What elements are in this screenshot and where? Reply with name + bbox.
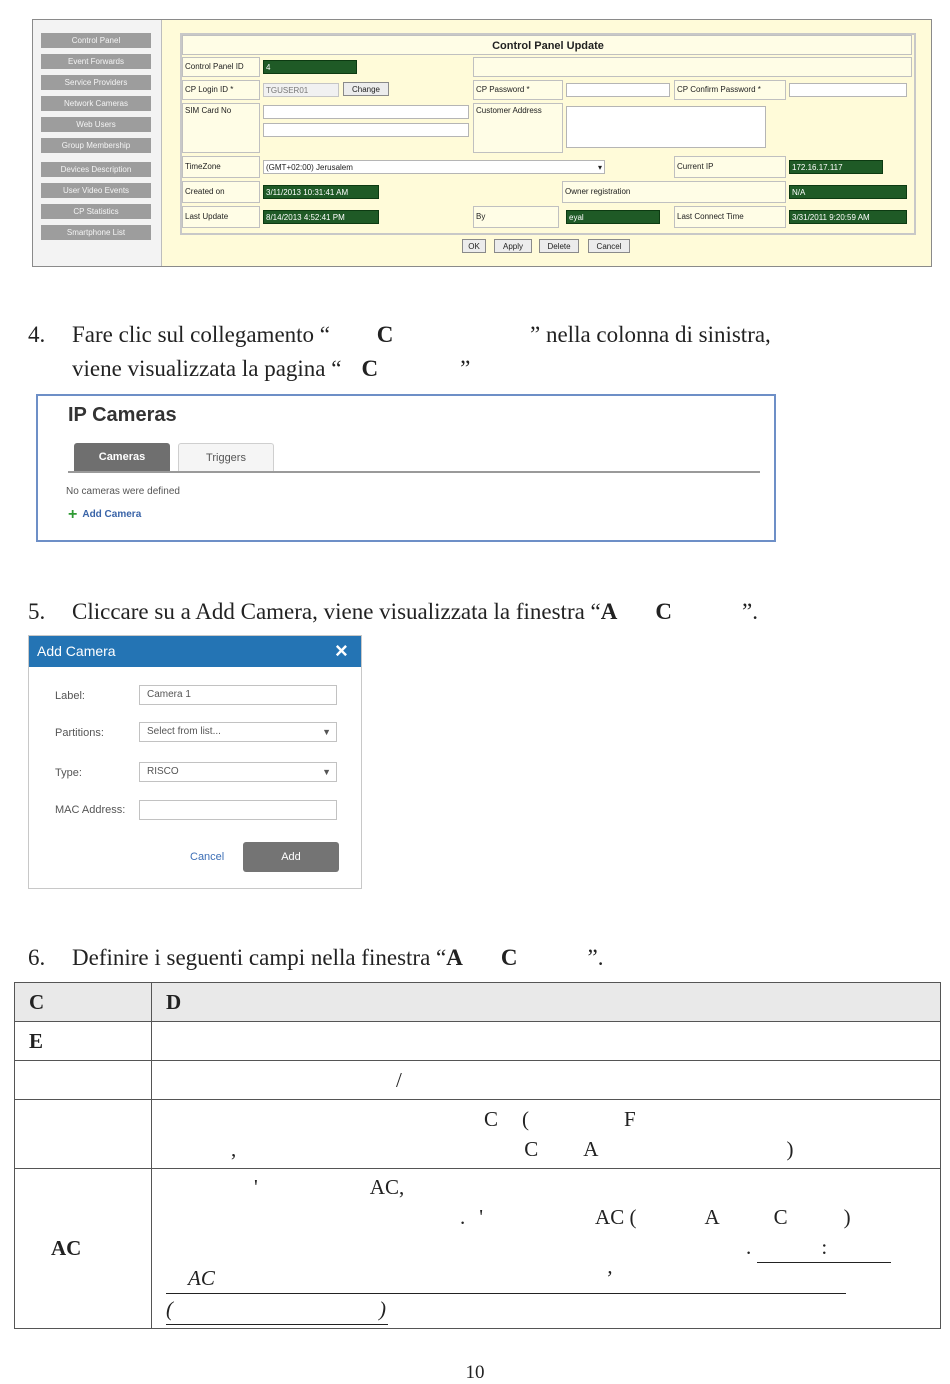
- table-header-cell: [15, 983, 152, 1022]
- bold-run: A: [446, 945, 463, 970]
- step-number: 5.: [28, 599, 46, 624]
- cell-text: C: [773, 1205, 788, 1229]
- cell-text: ): [786, 1137, 794, 1161]
- table-row: [15, 1169, 941, 1329]
- timezone-select[interactable]: [263, 160, 605, 174]
- customer-address-input[interactable]: [566, 106, 766, 148]
- sim-input-2[interactable]: [263, 123, 469, 137]
- underlined-text: [757, 1232, 891, 1263]
- cp-password-input[interactable]: [566, 83, 670, 97]
- cp-login-label: CP Login ID *: [182, 80, 260, 100]
- cp-menu-item[interactable]: Group Membership: [41, 138, 151, 153]
- text-run: Cliccare su a Add Camera, viene visualizzata la finestra “: [72, 599, 601, 624]
- cell-line: [166, 1104, 940, 1134]
- table-cell: [15, 1061, 152, 1100]
- sim-label: SIM Card No: [182, 103, 260, 153]
- text-run: [330, 318, 440, 352]
- label-field-label: Label:: [55, 690, 85, 702]
- cp-password-label: CP Password *: [473, 80, 563, 100]
- cell-text: C: [484, 1107, 499, 1131]
- cp-login-value: TGUSER01: [263, 83, 339, 97]
- mac-address-input[interactable]: [139, 800, 337, 820]
- cp-confirm-input[interactable]: [789, 83, 907, 97]
- page-title: IP Cameras: [68, 404, 177, 426]
- bold-run: C: [500, 945, 518, 970]
- cancel-link[interactable]: Cancel: [190, 851, 225, 863]
- cell-text: A: [583, 1137, 599, 1161]
- type-value: RISCO: [147, 766, 179, 777]
- cell-text: (: [166, 1297, 173, 1321]
- text-run: Fare clic sul collegamento “: [72, 322, 331, 347]
- plus-icon: +: [68, 506, 78, 523]
- partitions-value: Select from list...: [147, 726, 221, 737]
- current-ip-value: 172.16.17.117: [789, 160, 883, 174]
- tab-cameras[interactable]: Cameras: [74, 443, 170, 471]
- cell-text: ): [843, 1205, 851, 1229]
- table-cell: [152, 1061, 941, 1100]
- cell-text: AC: [51, 1236, 82, 1260]
- table-row: [15, 1100, 941, 1169]
- table-cell: [152, 1100, 941, 1169]
- cell-text: E: [29, 1028, 44, 1053]
- created-value: 3/11/2013 10:31:41 AM: [263, 185, 379, 199]
- cp-menu-item[interactable]: Web Users: [41, 117, 151, 132]
- step-number: 4.: [28, 322, 46, 347]
- cell-text: /: [396, 1067, 402, 1092]
- cell-text: .: [746, 1235, 752, 1259]
- cell-text: :: [821, 1235, 828, 1259]
- bold-run: C: [655, 599, 673, 624]
- cell-line: [166, 1134, 940, 1164]
- ip-cameras-panel: [36, 394, 776, 542]
- cell-line: [166, 1232, 940, 1263]
- text-run: ” nella colonna di sinistra,: [530, 322, 771, 347]
- timezone-value: (GMT+02:00) Jerusalem: [266, 163, 353, 172]
- add-camera-label: Add Camera: [82, 509, 142, 520]
- type-field-label: Type:: [55, 767, 82, 779]
- cell-line: [166, 1202, 940, 1232]
- table-cell: [152, 1169, 941, 1329]
- text-run: ”: [460, 356, 471, 381]
- cp-sidebar: [33, 20, 162, 266]
- cell-text: A: [704, 1205, 720, 1229]
- ok-button[interactable]: OK: [462, 239, 486, 253]
- cp-id-label: Control Panel ID: [182, 57, 260, 77]
- sim-input-1[interactable]: [263, 105, 469, 119]
- last-connect-label: Last Connect Time: [674, 206, 786, 228]
- bold-run: C: [376, 322, 394, 347]
- table-cell: [15, 1169, 152, 1329]
- owner-label: Owner registration: [562, 181, 786, 203]
- partitions-field-label: Partitions:: [55, 727, 104, 739]
- apply-button[interactable]: Apply: [494, 239, 532, 253]
- table-cell: [15, 1022, 152, 1061]
- control-panel-screenshot: [32, 19, 932, 267]
- cell-text: AC: [188, 1266, 215, 1290]
- table-header-row: [15, 983, 941, 1022]
- owner-value: N/A: [789, 185, 907, 199]
- cancel-button[interactable]: Cancel: [588, 239, 630, 253]
- step4-line1: [72, 318, 771, 352]
- table-row: [15, 1022, 941, 1061]
- last-connect-value: 3/31/2011 9:20:59 AM: [789, 210, 907, 224]
- cell-text: ,: [231, 1137, 237, 1161]
- cp-menu-item[interactable]: Control Panel: [41, 33, 151, 48]
- cell-text: .: [460, 1205, 466, 1229]
- cp-menu-item[interactable]: CP Statistics: [41, 204, 151, 219]
- close-icon[interactable]: ×: [335, 638, 348, 663]
- cell-text: ': [254, 1175, 258, 1199]
- delete-button[interactable]: Delete: [539, 239, 579, 253]
- cell-text: AC (: [595, 1205, 637, 1229]
- bold-run: C: [361, 356, 379, 381]
- cell-text: ): [379, 1297, 386, 1321]
- last-update-label: Last Update: [182, 206, 260, 228]
- cp-menu-item[interactable]: Event Forwards: [41, 54, 151, 69]
- text-run: ”.: [742, 599, 758, 624]
- customer-address-label: Customer Address: [473, 103, 563, 153]
- table-cell: [15, 1100, 152, 1169]
- add-button[interactable]: Add: [243, 842, 339, 872]
- text-run: viene visualizzata la pagina “: [72, 356, 342, 381]
- text-run: Definire i seguenti campi nella finestra “: [72, 945, 447, 970]
- empty-message: No cameras were defined: [66, 486, 180, 497]
- cell-text: AC,: [369, 1175, 405, 1199]
- header-text: D: [166, 989, 182, 1014]
- cp-menu-item[interactable]: User Video Events: [41, 183, 151, 198]
- cp-menu-item[interactable]: Network Cameras: [41, 96, 151, 111]
- table-header-cell: [152, 983, 941, 1022]
- add-camera-dialog: [28, 635, 362, 889]
- cell-text: ': [479, 1205, 484, 1229]
- timezone-label: TimeZone: [182, 156, 260, 178]
- header-text: C: [29, 989, 45, 1014]
- type-select[interactable]: [139, 762, 337, 782]
- cell-text: F: [624, 1107, 636, 1131]
- cell-line: [166, 1263, 940, 1294]
- by-label: By: [473, 206, 559, 228]
- step6-line: [72, 941, 603, 975]
- underlined-text: [166, 1263, 846, 1294]
- cell-text: (: [522, 1107, 530, 1131]
- text-run: ”.: [587, 945, 604, 970]
- current-ip-label: Current IP: [674, 156, 786, 178]
- chevron-down-icon: ▼: [322, 767, 331, 777]
- underlined-text: [166, 1294, 388, 1325]
- cp-change-button[interactable]: Change: [343, 82, 389, 96]
- cell-text: C: [524, 1137, 539, 1161]
- dialog-title: Add Camera: [37, 643, 116, 659]
- fields-table: [14, 982, 941, 1329]
- mac-field-label: MAC Address:: [55, 804, 126, 816]
- page-number: 10: [465, 1362, 485, 1383]
- tab-triggers[interactable]: Triggers: [178, 443, 274, 471]
- created-label: Created on: [182, 181, 260, 203]
- tab-divider: [68, 471, 760, 473]
- by-value: eyal: [566, 210, 660, 224]
- cell-line: [166, 1172, 940, 1202]
- step5-line: [72, 595, 758, 629]
- cp-menu-item[interactable]: Service Providers: [41, 75, 151, 90]
- table-row: [15, 1061, 941, 1100]
- cell-text: ’: [604, 1266, 612, 1290]
- cp-form-title: Control Panel Update: [182, 35, 912, 55]
- cp-menu-item[interactable]: Smartphone List: [41, 225, 151, 240]
- dropdown-arrow-icon: ▾: [597, 163, 602, 172]
- chevron-down-icon: ▼: [322, 727, 331, 737]
- step4-line2: [72, 352, 470, 386]
- partitions-select[interactable]: [139, 722, 337, 742]
- bold-run: A: [600, 599, 618, 624]
- cp-form: [180, 33, 916, 235]
- cp-confirm-label: CP Confirm Password *: [674, 80, 786, 100]
- last-update-value: 8/14/2013 4:52:41 PM: [263, 210, 379, 224]
- cp-menu-item[interactable]: Devices Description: [41, 162, 151, 177]
- step-number: 6.: [28, 945, 46, 970]
- table-cell: [152, 1022, 941, 1061]
- cp-id-value: 4: [263, 60, 357, 74]
- add-camera-link[interactable]: [68, 506, 141, 524]
- label-input[interactable]: Camera 1: [139, 685, 337, 705]
- cell-line: [166, 1294, 940, 1325]
- cp-row1-blank: [473, 57, 912, 77]
